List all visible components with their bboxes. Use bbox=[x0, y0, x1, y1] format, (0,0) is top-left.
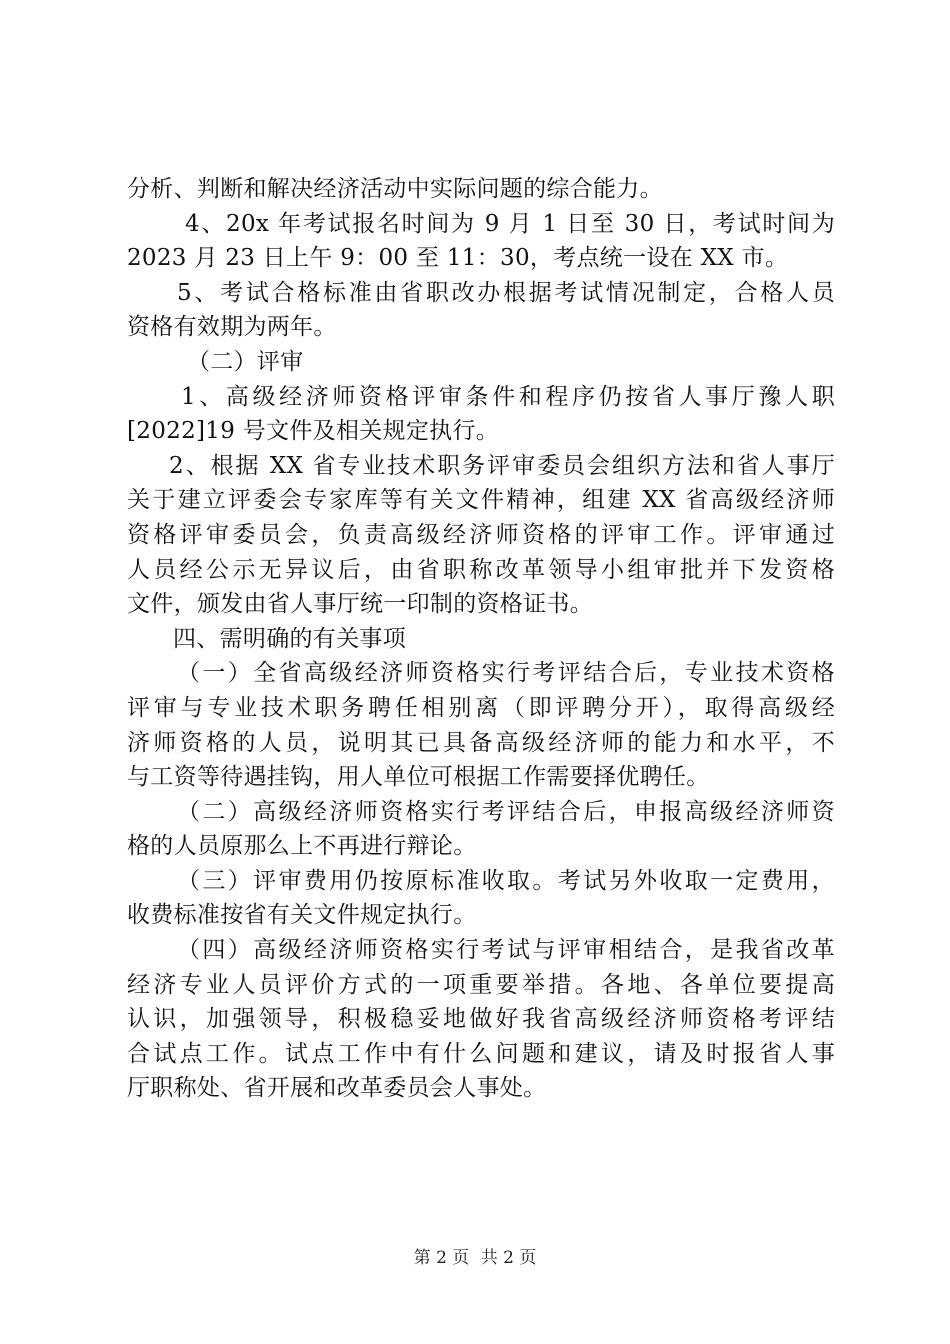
text-line: 济师资格的人员，说明其已具备高级经济师的能力和水平，不 bbox=[127, 729, 835, 756]
text-line: 人员经公示无异议后，由省职称改革领导小组审批并下发资格 bbox=[127, 556, 835, 583]
paragraph-analysis-ability bbox=[127, 172, 835, 207]
text-line: （二）评审 bbox=[187, 348, 304, 375]
text-line: （二）高级经济师资格实行考评结合后，申报高级经济师资 bbox=[177, 798, 835, 825]
text-line: 资格有效期为两年。 bbox=[127, 314, 337, 341]
section-heading-review bbox=[127, 345, 835, 380]
text-line: 评审与专业技术职务聘任相别离（即评聘分开），取得高级经 bbox=[127, 694, 835, 721]
text-line: 2023 月 23 日上午 9：00 至 11：30，考点统一设在 XX 市。 bbox=[127, 245, 789, 272]
text-line: 4、20x 年考试报名时间为 9 月 1 日至 30 日，考试时间为 bbox=[185, 210, 835, 237]
paragraph-pass-standard bbox=[127, 276, 835, 345]
text-line: 格的人员原那么上不再进行辩论。 bbox=[127, 833, 477, 860]
paragraph-matter-3 bbox=[127, 864, 835, 933]
text-line: （三）评审费用仍按原标准收取。考试另外收取一定费用， bbox=[177, 867, 835, 894]
section-heading-matters bbox=[127, 622, 835, 657]
text-line: 认识，加强领导，积极稳妥地做好我省高级经济师资格考评结 bbox=[127, 1006, 835, 1033]
page-number: 第 2 页 bbox=[413, 1248, 470, 1268]
text-line: 资格评审委员会，负责高级经济师资格的评审工作。评审通过 bbox=[127, 521, 835, 548]
page-footer bbox=[0, 1243, 950, 1268]
text-line: 2、根据 XX 省专业技术职务评审委员会组织方法和省人事厅 bbox=[169, 452, 835, 479]
document-body bbox=[127, 172, 835, 1106]
text-line: （一）全省高级经济师资格实行考评结合后，专业技术资格 bbox=[177, 660, 835, 687]
text-line: 1、高级经济师资格评审条件和程序仍按省人事厅豫人职 bbox=[181, 383, 835, 410]
text-line: 收费标准按省有关文件规定执行。 bbox=[127, 902, 477, 929]
text-line: 经济专业人员评价方式的一项重要举措。各地、各单位要提高 bbox=[127, 971, 835, 998]
paragraph-exam-schedule bbox=[127, 207, 835, 276]
text-line: 5、考试合格标准由省职改办根据考试情况制定，合格人员 bbox=[177, 279, 835, 306]
page-total: 共 2 页 bbox=[480, 1248, 537, 1268]
paragraph-review-committee bbox=[127, 449, 835, 622]
paragraph-matter-4 bbox=[127, 933, 835, 1106]
paragraph-review-conditions bbox=[127, 380, 835, 449]
text-line: 四、需明确的有关事项 bbox=[173, 625, 406, 652]
text-line: 与工资等待遇挂钩，用人单位可根据工作需要择优聘任。 bbox=[127, 764, 710, 791]
text-line: 厅职称处、省开展和改革委员会人事处。 bbox=[127, 1075, 547, 1102]
paragraph-matter-1 bbox=[127, 656, 835, 794]
text-line: 分析、判断和解决经济活动中实际问题的综合能力。 bbox=[127, 176, 663, 202]
text-line: （四）高级经济师资格实行考试与评审相结合，是我省改革 bbox=[177, 937, 835, 964]
text-line: 文件，颁发由省人事厅统一印制的资格证书。 bbox=[127, 591, 593, 618]
text-line: 关于建立评委会专家库等有关文件精神，组建 XX 省高级经济师 bbox=[127, 487, 835, 514]
text-line: 合试点工作。试点工作中有什么问题和建议，请及时报省人事 bbox=[127, 1040, 835, 1067]
text-line: [2022]19 号文件及相关规定执行。 bbox=[127, 418, 500, 445]
paragraph-matter-2 bbox=[127, 795, 835, 864]
